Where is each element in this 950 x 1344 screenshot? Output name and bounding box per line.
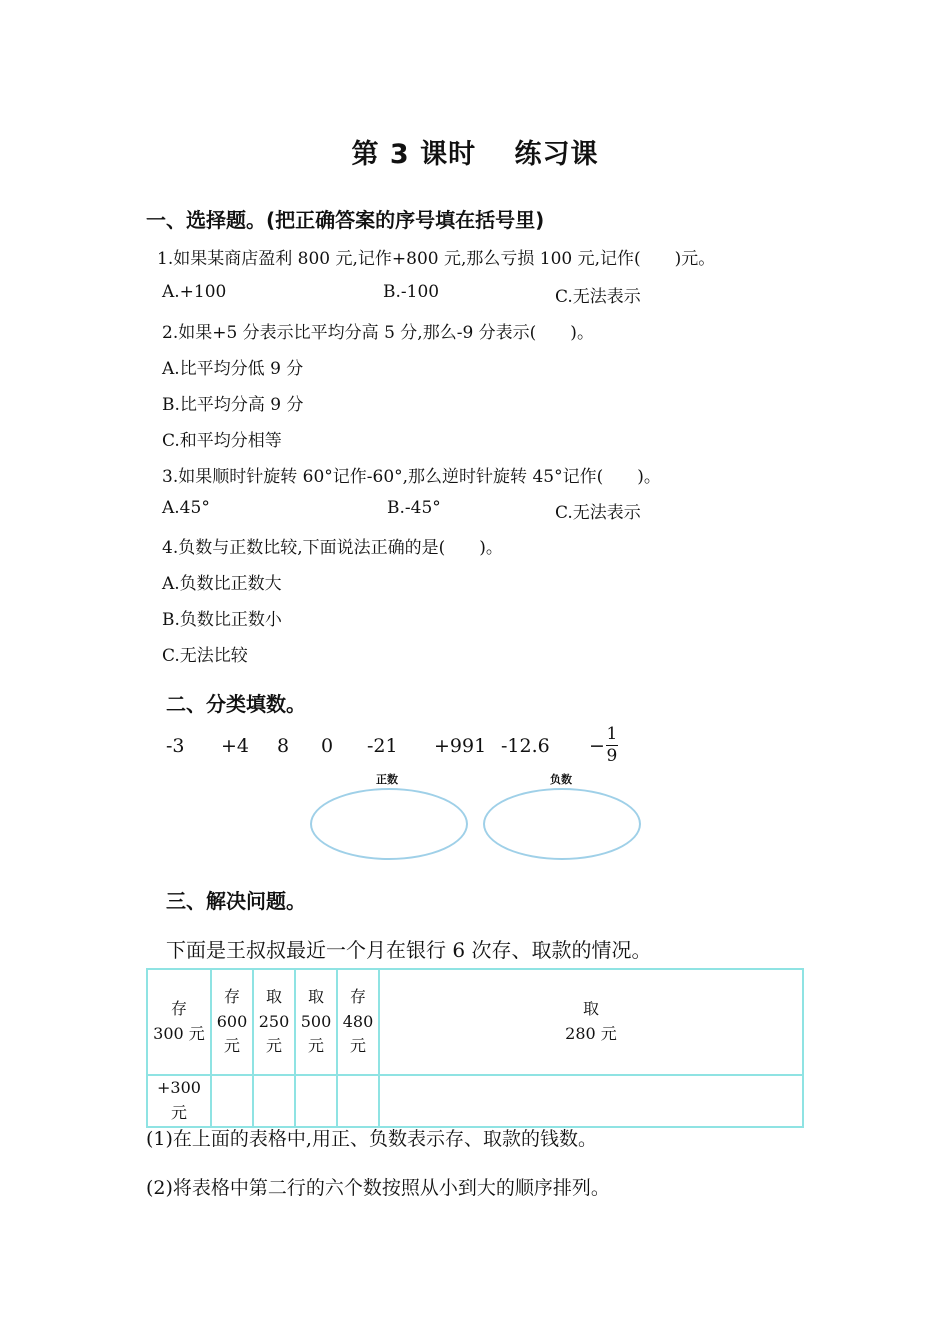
cell-action: 取 bbox=[307, 986, 324, 1006]
section3-heading: 三、解决问题。 bbox=[166, 889, 306, 913]
positive-label: 正数 bbox=[376, 773, 398, 786]
transaction-table bbox=[146, 968, 804, 1128]
number-item: -12.6 bbox=[501, 735, 550, 757]
q2-option-b: B.比平均分高 9 分 bbox=[162, 395, 304, 415]
fraction-number bbox=[589, 726, 618, 765]
negative-label: 负数 bbox=[550, 773, 572, 786]
cell-unit: 元 bbox=[307, 1036, 324, 1056]
cell-amount: 250 bbox=[258, 1011, 290, 1031]
cell-unit: 元 bbox=[349, 1036, 366, 1056]
number-item: 0 bbox=[321, 735, 334, 757]
answer-cell[interactable] bbox=[379, 1075, 803, 1127]
q3-option-a: A.45° bbox=[162, 498, 210, 518]
number-item: 8 bbox=[277, 735, 290, 757]
positive-ellipse[interactable] bbox=[310, 788, 468, 860]
cell-unit: 元 bbox=[223, 1036, 240, 1056]
cell-amount: 280 元 bbox=[565, 1024, 617, 1043]
answer-cell[interactable] bbox=[211, 1075, 253, 1127]
fraction-numerator: 1 bbox=[606, 724, 618, 744]
table-cell bbox=[337, 969, 379, 1075]
cell-amount: 500 bbox=[300, 1011, 332, 1031]
table-cell bbox=[147, 969, 211, 1075]
q1-option-c: C.无法表示 bbox=[555, 287, 641, 307]
cell-amount: 300 元 bbox=[153, 1024, 205, 1043]
page-title: 第 3 课时 练习课 bbox=[351, 139, 599, 170]
question-3: 3.如果顺时针旋转 60°记作-60°,那么逆时针旋转 45°记作( )。 bbox=[162, 467, 661, 487]
q1-option-b: B.-100 bbox=[383, 282, 440, 302]
cell-action: 存 bbox=[223, 986, 240, 1006]
cell-action: 存 bbox=[349, 986, 366, 1006]
cell-amount: 600 bbox=[216, 1011, 248, 1031]
q2-option-c: C.和平均分相等 bbox=[162, 431, 282, 451]
subquestion-1: (1)在上面的表格中,用正、负数表示存、取款的钱数。 bbox=[146, 1128, 597, 1150]
answer-cell: +300 元 bbox=[147, 1075, 211, 1127]
answer-cell[interactable] bbox=[253, 1075, 295, 1127]
fraction-denominator: 9 bbox=[606, 746, 618, 766]
table-cell bbox=[211, 969, 253, 1075]
section3-intro: 下面是王叔叔最近一个月在银行 6 次存、取款的情况。 bbox=[166, 938, 652, 962]
cell-action: 取 bbox=[582, 999, 599, 1019]
table-row bbox=[147, 969, 803, 1075]
q4-option-c: C.无法比较 bbox=[162, 646, 248, 666]
question-4: 4.负数与正数比较,下面说法正确的是( )。 bbox=[162, 538, 503, 558]
q1-option-a: A.+100 bbox=[162, 282, 227, 302]
q4-option-b: B.负数比正数小 bbox=[162, 610, 282, 630]
number-item: +4 bbox=[221, 735, 250, 757]
negative-ellipse[interactable] bbox=[483, 788, 641, 860]
question-2: 2.如果+5 分表示比平均分高 5 分,那么-9 分表示( )。 bbox=[162, 323, 594, 343]
cell-amount: 480 bbox=[342, 1011, 374, 1031]
number-item: -21 bbox=[367, 735, 398, 757]
q3-option-b: B.-45° bbox=[387, 498, 441, 518]
q4-option-a: A.负数比正数大 bbox=[162, 574, 282, 594]
section1-heading: 一、选择题。(把正确答案的序号填在括号里) bbox=[146, 208, 545, 232]
table-cell bbox=[295, 969, 337, 1075]
cell-action: 存 bbox=[170, 999, 187, 1019]
q2-option-a: A.比平均分低 9 分 bbox=[162, 359, 304, 379]
answer-cell[interactable] bbox=[337, 1075, 379, 1127]
answer-cell[interactable] bbox=[295, 1075, 337, 1127]
fraction-sign: − bbox=[589, 734, 605, 757]
question-1: 1.如果某商店盈利 800 元,记作+800 元,那么亏损 100 元,记作( )元。 bbox=[157, 249, 716, 269]
cell-unit: 元 bbox=[265, 1036, 282, 1056]
cell-action: 取 bbox=[265, 986, 282, 1006]
q3-option-c: C.无法表示 bbox=[555, 503, 641, 523]
table-cell bbox=[379, 969, 803, 1075]
subquestion-2: (2)将表格中第二行的六个数按照从小到大的顺序排列。 bbox=[146, 1177, 610, 1199]
table-cell bbox=[253, 969, 295, 1075]
number-item: -3 bbox=[166, 735, 185, 757]
table-row bbox=[147, 1075, 803, 1127]
section2-heading: 二、分类填数。 bbox=[166, 692, 306, 716]
fraction bbox=[606, 726, 618, 765]
number-item: +991 bbox=[434, 735, 487, 757]
